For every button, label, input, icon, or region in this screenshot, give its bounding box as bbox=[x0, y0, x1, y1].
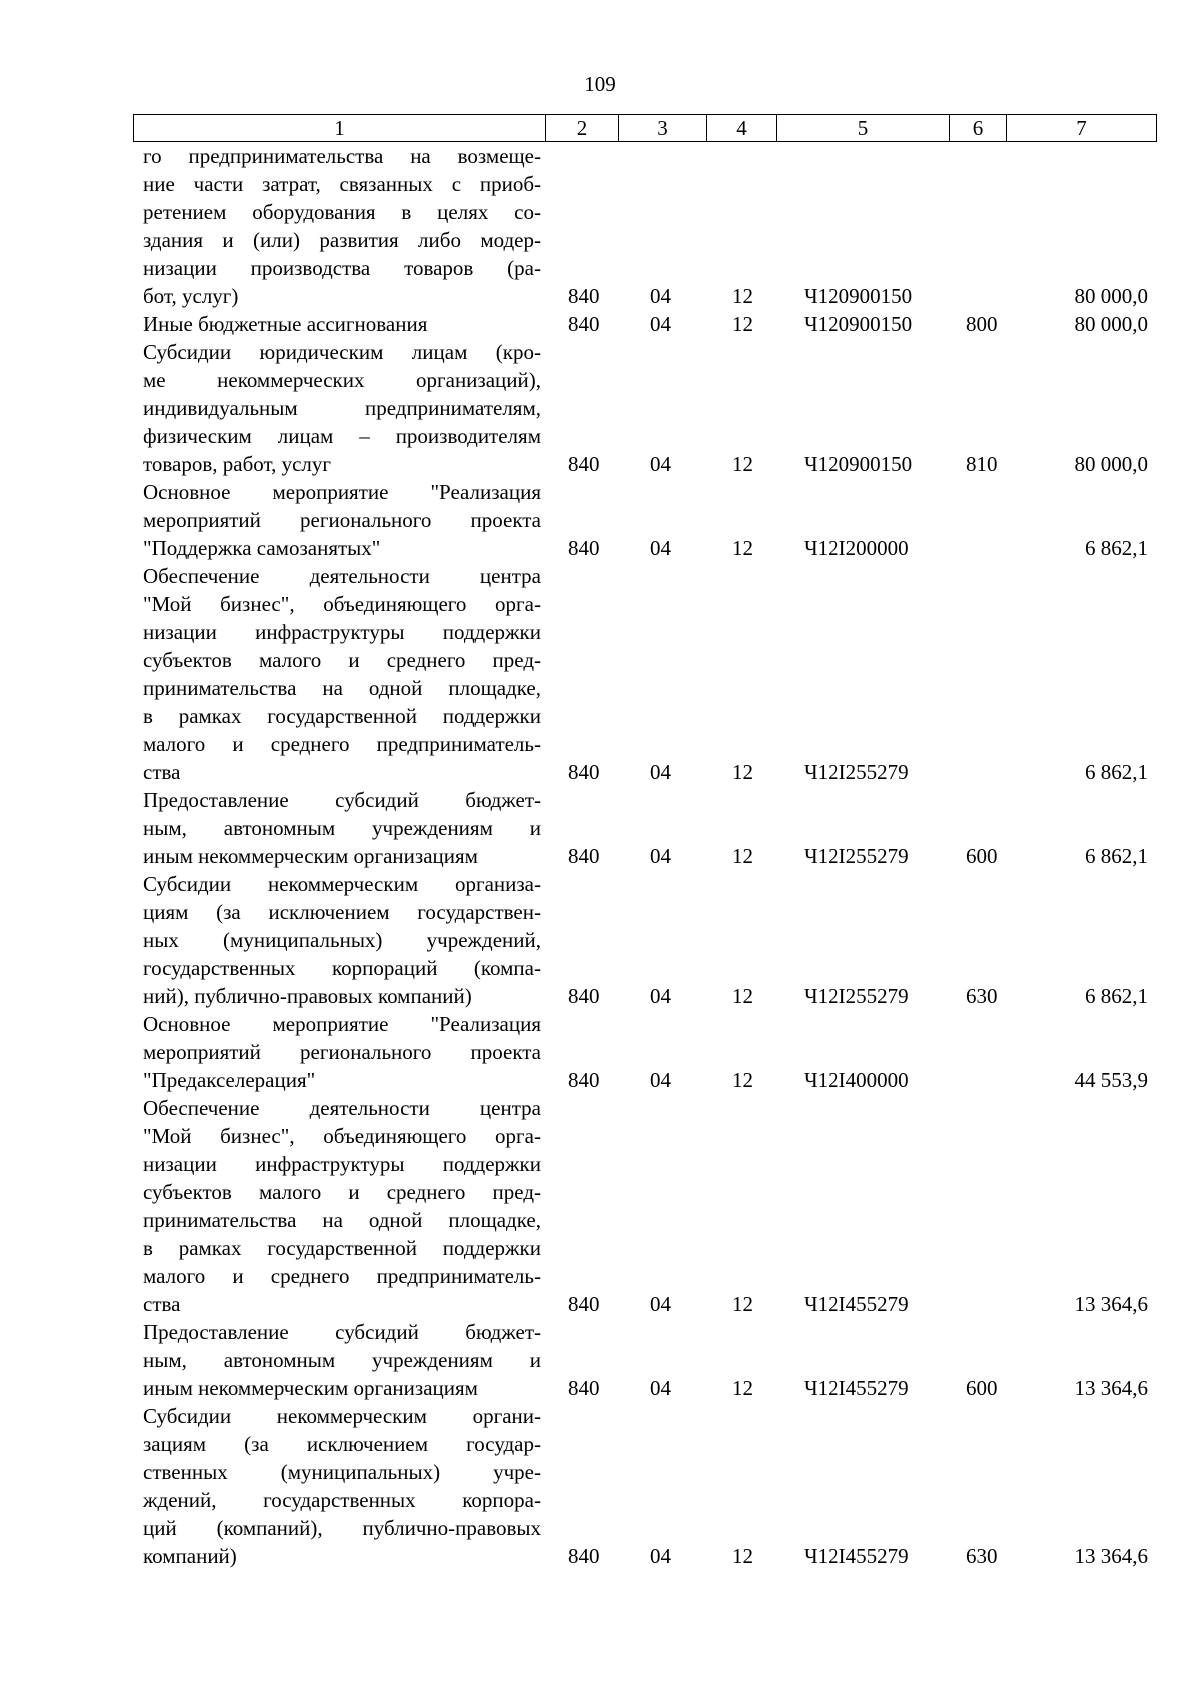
ministry-code-cell: 840 bbox=[568, 1376, 600, 1400]
description-line: Иные бюджетные ассигнования bbox=[143, 312, 428, 336]
description-line: низации производства товаров (ра- bbox=[143, 256, 541, 280]
description-line: ние части затрат, связанных с приоб- bbox=[143, 172, 541, 196]
row-description bbox=[143, 338, 541, 478]
target-article-code-cell: Ч12I455279 bbox=[804, 1544, 909, 1568]
expense-type-code-cell: 630 bbox=[966, 984, 998, 1008]
subsection-code-cell: 12 bbox=[732, 760, 753, 784]
page-number: 109 bbox=[584, 72, 616, 96]
table-row bbox=[0, 142, 1200, 310]
description-line: ретением оборудования в целях со- bbox=[143, 200, 541, 224]
row-description bbox=[143, 310, 541, 338]
subsection-code-cell: 12 bbox=[732, 284, 753, 308]
description-line: субъектов малого и среднего пред- bbox=[143, 1180, 541, 1204]
subsection-code-cell: 12 bbox=[732, 1068, 753, 1092]
section-code-cell: 04 bbox=[650, 284, 671, 308]
description-line: Субсидии некоммерческим органи- bbox=[143, 1404, 541, 1428]
description-line: зациям (за исключением государ- bbox=[143, 1432, 541, 1456]
amount-cell: 80 000,0 bbox=[1074, 284, 1148, 308]
ministry-code-cell: 840 bbox=[568, 1068, 600, 1092]
ministry-code-cell: 840 bbox=[568, 452, 600, 476]
description-line: ства bbox=[143, 1292, 181, 1316]
description-line: компаний) bbox=[143, 1544, 237, 1568]
subsection-code-cell: 12 bbox=[732, 536, 753, 560]
section-code-cell: 04 bbox=[650, 1068, 671, 1092]
description-line: низации инфраструктуры поддержки bbox=[143, 620, 541, 644]
description-line: иным некоммерческим организациям bbox=[143, 1376, 478, 1400]
description-line: субъектов малого и среднего пред- bbox=[143, 648, 541, 672]
section-code-cell: 04 bbox=[650, 1544, 671, 1568]
row-description bbox=[143, 142, 541, 310]
table-row bbox=[0, 1318, 1200, 1402]
target-article-code-cell: Ч12I200000 bbox=[804, 536, 909, 560]
row-description bbox=[143, 562, 541, 786]
ministry-code-cell: 840 bbox=[568, 284, 600, 308]
description-line: ным, автономным учреждениям и bbox=[143, 816, 541, 840]
budget-table-body bbox=[0, 142, 1200, 1570]
description-line: ным, автономным учреждениям и bbox=[143, 1348, 541, 1372]
subsection-code-cell: 12 bbox=[732, 1292, 753, 1316]
description-line: мероприятий регионального проекта bbox=[143, 508, 541, 532]
description-line: здания и (или) развития либо модер- bbox=[143, 228, 541, 252]
amount-cell: 13 364,6 bbox=[1074, 1376, 1148, 1400]
description-line: ственных (муниципальных) учре- bbox=[143, 1460, 541, 1484]
row-description bbox=[143, 870, 541, 1010]
expense-type-code-cell: 810 bbox=[966, 452, 998, 476]
ministry-code-cell: 840 bbox=[568, 760, 600, 784]
subsection-code-cell: 12 bbox=[732, 1376, 753, 1400]
table-row bbox=[0, 338, 1200, 478]
description-line: товаров, работ, услуг bbox=[143, 452, 332, 476]
description-line: государственных корпораций (компа- bbox=[143, 956, 541, 980]
ministry-code-cell: 840 bbox=[568, 312, 600, 336]
subsection-code-cell: 12 bbox=[732, 452, 753, 476]
description-line: ждений, государственных корпора- bbox=[143, 1488, 541, 1512]
column-header-2: 2 bbox=[546, 115, 619, 142]
description-line: малого и среднего предприниматель- bbox=[143, 732, 541, 756]
description-line: "Мой бизнес", объединяющего орга- bbox=[143, 592, 541, 616]
subsection-code-cell: 12 bbox=[732, 1544, 753, 1568]
target-article-code-cell: Ч120900150 bbox=[804, 452, 913, 476]
subsection-code-cell: 12 bbox=[732, 312, 753, 336]
description-line: циям (за исключением государствен- bbox=[143, 900, 541, 924]
section-code-cell: 04 bbox=[650, 844, 671, 868]
target-article-code-cell: Ч12I255279 bbox=[804, 984, 909, 1008]
description-line: Предоставление субсидий бюджет- bbox=[143, 1320, 541, 1344]
target-article-code-cell: Ч12I255279 bbox=[804, 760, 909, 784]
section-code-cell: 04 bbox=[650, 452, 671, 476]
description-line: Субсидии юридическим лицам (кро- bbox=[143, 340, 541, 364]
section-code-cell: 04 bbox=[650, 1292, 671, 1316]
description-line: Основное мероприятие "Реализация bbox=[143, 480, 541, 504]
description-line: принимательства на одной площадке, bbox=[143, 1208, 541, 1232]
table-row bbox=[0, 1402, 1200, 1570]
section-code-cell: 04 bbox=[650, 760, 671, 784]
description-line: мероприятий регионального проекта bbox=[143, 1040, 541, 1064]
description-line: ций (компаний), публично-правовых bbox=[143, 1516, 541, 1540]
description-line: Субсидии некоммерческим организа- bbox=[143, 872, 541, 896]
description-line: го предпринимательства на возмеще- bbox=[143, 144, 541, 168]
description-line: ме некоммерческих организаций), bbox=[143, 368, 541, 392]
amount-cell: 80 000,0 bbox=[1074, 452, 1148, 476]
description-line: иным некоммерческим организациям bbox=[143, 844, 478, 868]
column-header-7: 7 bbox=[1007, 115, 1157, 142]
target-article-code-cell: Ч12I455279 bbox=[804, 1292, 909, 1316]
amount-cell: 6 862,1 bbox=[1085, 984, 1148, 1008]
expense-type-code-cell: 600 bbox=[966, 844, 998, 868]
ministry-code-cell: 840 bbox=[568, 1544, 600, 1568]
section-code-cell: 04 bbox=[650, 1376, 671, 1400]
description-line: малого и среднего предприниматель- bbox=[143, 1264, 541, 1288]
target-article-code-cell: Ч120900150 bbox=[804, 312, 913, 336]
table-row bbox=[0, 870, 1200, 1010]
column-header-table bbox=[133, 114, 1157, 142]
description-line: Предоставление субсидий бюджет- bbox=[143, 788, 541, 812]
table-row bbox=[0, 562, 1200, 786]
row-description bbox=[143, 1094, 541, 1318]
description-line: ства bbox=[143, 760, 181, 784]
ministry-code-cell: 840 bbox=[568, 1292, 600, 1316]
column-header-5: 5 bbox=[777, 115, 950, 142]
section-code-cell: 04 bbox=[650, 312, 671, 336]
description-line: физическим лицам – производителям bbox=[143, 424, 541, 448]
amount-cell: 13 364,6 bbox=[1074, 1544, 1148, 1568]
section-code-cell: 04 bbox=[650, 984, 671, 1008]
description-line: бот, услуг) bbox=[143, 284, 239, 308]
description-line: "Предакселерация" bbox=[143, 1068, 316, 1092]
table-row bbox=[0, 786, 1200, 870]
amount-cell: 13 364,6 bbox=[1074, 1292, 1148, 1316]
target-article-code-cell: Ч12I400000 bbox=[804, 1068, 909, 1092]
expense-type-code-cell: 800 bbox=[966, 312, 998, 336]
description-line: Основное мероприятие "Реализация bbox=[143, 1012, 541, 1036]
row-description bbox=[143, 478, 541, 562]
column-header-3: 3 bbox=[619, 115, 707, 142]
target-article-code-cell: Ч12I455279 bbox=[804, 1376, 909, 1400]
row-description bbox=[143, 1402, 541, 1570]
description-line: принимательства на одной площадке, bbox=[143, 676, 541, 700]
table-row bbox=[0, 1010, 1200, 1094]
column-header-row bbox=[134, 115, 1157, 142]
target-article-code-cell: Ч120900150 bbox=[804, 284, 913, 308]
description-line: Обеспечение деятельности центра bbox=[143, 564, 541, 588]
expense-type-code-cell: 630 bbox=[966, 1544, 998, 1568]
description-line: низации инфраструктуры поддержки bbox=[143, 1152, 541, 1176]
column-header-1: 1 bbox=[134, 115, 546, 142]
amount-cell: 44 553,9 bbox=[1074, 1068, 1148, 1092]
ministry-code-cell: 840 bbox=[568, 984, 600, 1008]
column-header-4: 4 bbox=[707, 115, 777, 142]
description-line: "Мой бизнес", объединяющего орга- bbox=[143, 1124, 541, 1148]
row-description bbox=[143, 786, 541, 870]
table-row bbox=[0, 1094, 1200, 1318]
row-description bbox=[143, 1010, 541, 1094]
description-line: "Поддержка самозанятых" bbox=[143, 536, 381, 560]
amount-cell: 6 862,1 bbox=[1085, 760, 1148, 784]
amount-cell: 6 862,1 bbox=[1085, 844, 1148, 868]
description-line: в рамках государственной поддержки bbox=[143, 704, 541, 728]
subsection-code-cell: 12 bbox=[732, 984, 753, 1008]
ministry-code-cell: 840 bbox=[568, 536, 600, 560]
description-line: Обеспечение деятельности центра bbox=[143, 1096, 541, 1120]
subsection-code-cell: 12 bbox=[732, 844, 753, 868]
description-line: ных (муниципальных) учреждений, bbox=[143, 928, 541, 952]
column-header-6: 6 bbox=[950, 115, 1007, 142]
description-line: ний), публично-правовых компаний) bbox=[143, 984, 472, 1008]
amount-cell: 80 000,0 bbox=[1074, 312, 1148, 336]
amount-cell: 6 862,1 bbox=[1085, 536, 1148, 560]
row-description bbox=[143, 1318, 541, 1402]
target-article-code-cell: Ч12I255279 bbox=[804, 844, 909, 868]
table-row bbox=[0, 478, 1200, 562]
table-row bbox=[0, 310, 1200, 338]
description-line: индивидуальным предпринимателям, bbox=[143, 396, 541, 420]
section-code-cell: 04 bbox=[650, 536, 671, 560]
expense-type-code-cell: 600 bbox=[966, 1376, 998, 1400]
ministry-code-cell: 840 bbox=[568, 844, 600, 868]
description-line: в рамках государственной поддержки bbox=[143, 1236, 541, 1260]
